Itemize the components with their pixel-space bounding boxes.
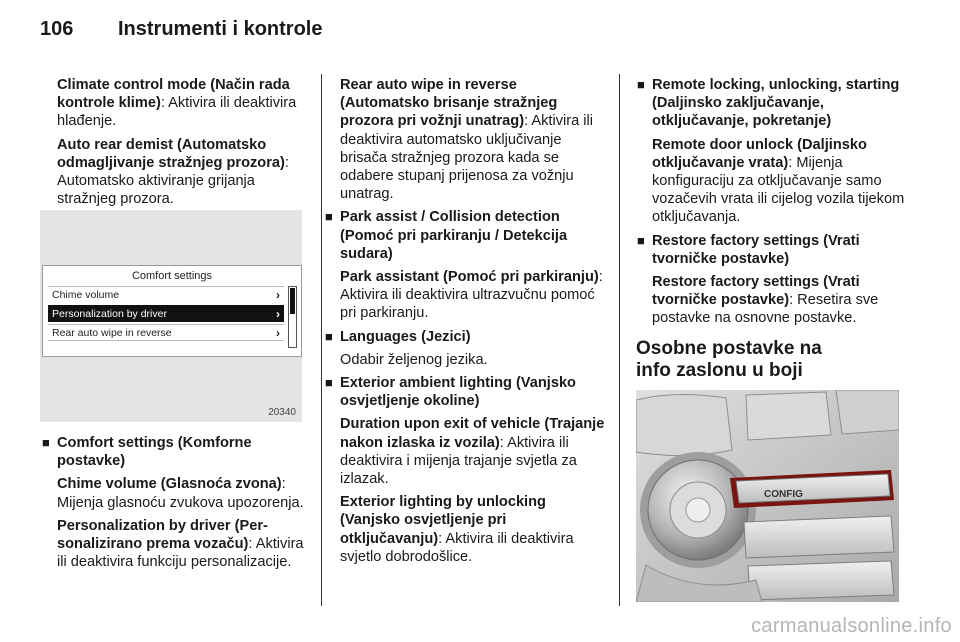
bullet-square-icon: ■ [325, 209, 333, 225]
bullet-languages [325, 328, 608, 346]
bullet-text: Restore factory settings (Vrati tvorničke postavke) [652, 232, 860, 267]
paragraph-exit-duration [340, 415, 608, 488]
bullet-park-assist [325, 208, 608, 263]
column-divider-1 [321, 74, 322, 606]
bullet-square-icon: ■ [637, 232, 645, 248]
column-1-lower [42, 434, 309, 576]
section-title [636, 338, 908, 382]
column-2 [325, 76, 608, 571]
bullet-remote-locking [637, 76, 908, 131]
paragraph-rear-demist [57, 136, 309, 209]
desc-personalization: : Aktivira ili deaktivira funkciju personalizacije. [57, 536, 304, 571]
bullet-comfort-settings [42, 434, 309, 470]
term-remote-unlock: Remote door unlock (Daljinsko otključavanje vrata) [652, 136, 867, 171]
section-title-line: info zaslonu u boji [636, 359, 803, 381]
desc-park-assistant: : Aktivira ili deaktivira ultrazvučnu pomoć pri parkiranju. [340, 269, 603, 322]
watermark: carmanualsonline.info [751, 615, 952, 637]
scrollbar-thumb [290, 288, 295, 314]
chevron-right-icon: › [276, 288, 280, 302]
paragraph-personalization [57, 517, 309, 572]
bullet-text: Exterior ambient lighting (Vanjsko osvjetljenje okoline) [340, 375, 576, 410]
chevron-right-icon: › [276, 307, 280, 321]
desc-rear-wipe: : Aktivira ili deaktivira automatsko uključivanje brisača stražnjeg prozora kada se odabere stupanj prijenosa za vožnju unatrag. [340, 113, 593, 203]
bullet-square-icon: ■ [325, 328, 333, 344]
paragraph-restore-factory [652, 273, 908, 328]
scrollbar [288, 286, 297, 348]
paragraph-rear-wipe [340, 76, 608, 203]
term-rear-wipe: Rear auto wipe in reverse (Automatsko brisanje stražnjeg prozora pri vožnji unatrag) [340, 77, 558, 130]
display-row-label: Chime volume [52, 289, 120, 301]
desc-chime-volume: : Mijenja glasnoću zvukova upozorenja. [57, 476, 304, 511]
paragraph-languages [340, 351, 608, 369]
term-chime-volume: Chime volume (Glasnoća zvona) [57, 476, 282, 493]
term-unlock-lighting: Exterior lighting by unlocking (Vanjsko osvjetljenje pri otključavanju) [340, 494, 546, 547]
bullet-text: Park assist / Collision detection (Pomoć pri parkiranju / Detekcija sudara) [340, 209, 568, 262]
desc-languages: Odabir željenog jezika. [340, 351, 488, 368]
config-button-label: CONFIG [764, 489, 803, 500]
paragraph-park-assistant [340, 268, 608, 323]
term-climate-control: Climate control mode (Način rada kontrole klime) [57, 77, 290, 112]
bullet-restore-factory [637, 232, 908, 268]
figure-number: 20340 [268, 407, 296, 418]
term-exit-duration: Duration upon exit of vehicle (Trajanje nakon izlaska iz vozila) [340, 416, 605, 451]
bullet-square-icon: ■ [637, 77, 645, 92]
display-row-label: Personalization by driver [52, 308, 167, 320]
paragraph-climate-control [57, 76, 309, 131]
term-personalization: Personalization by driver (Per-sonalizirano prema vozaču) [57, 517, 268, 553]
display-row-rear-wipe [48, 324, 284, 341]
page-number: 106 [40, 18, 74, 40]
term-restore-factory: Restore factory settings (Vrati tvorničke postavke) [652, 274, 860, 309]
paragraph-chime-volume [57, 475, 309, 511]
bullet-text: Remote locking, unlocking, starting (Daljinsko zaključavanje, otključavanje, pokretanje) [652, 77, 900, 130]
term-park-assistant: Park assistant (Pomoć pri parkiranju) [340, 269, 599, 286]
chevron-right-icon: › [276, 326, 280, 340]
display-row-personalization [48, 305, 284, 322]
display-row-label: Rear auto wipe in reverse [52, 327, 172, 339]
desc-remote-unlock: : Mijenja konfiguraciju za otključavanje samo vozačevih vrata ili cijelog vozila tijekom otključavanja. [652, 154, 905, 226]
page-title: Instrumenti i kontrole [118, 18, 323, 40]
display-row-chime-volume [48, 286, 284, 303]
page-header [40, 18, 322, 41]
config-button-photo [636, 390, 899, 602]
bullet-exterior-lighting [325, 374, 608, 410]
display-panel [42, 265, 302, 357]
bullet-text: Comfort settings (Komforne postavke) [57, 435, 252, 470]
paragraph-unlock-lighting [340, 493, 608, 566]
display-title: Comfort settings [131, 270, 213, 282]
term-rear-demist: Auto rear demist (Automatsko odmagljivanje stražnjeg prozora) [57, 136, 285, 171]
paragraph-remote-unlock [652, 136, 908, 227]
desc-rear-demist: : Automatsko aktiviranje grijanja stražnjeg prozora. [57, 154, 289, 208]
bullet-square-icon: ■ [325, 375, 333, 391]
bullet-text: Languages (Jezici) [340, 328, 471, 345]
bullet-square-icon: ■ [42, 435, 50, 450]
column-3 [636, 76, 908, 394]
column-1 [57, 76, 309, 213]
section-title-line: Osobne postavke na [636, 337, 822, 359]
desc-restore-factory: : Resetira sve postavke na osnovne postavke. [652, 292, 879, 327]
desc-climate-control: : Aktivira ili deaktivira hlađenje. [57, 95, 297, 130]
comfort-settings-figure [40, 210, 302, 422]
desc-exit-duration: : Aktivira ili deaktivira i mijenja trajanje svjetla za izlazak. [340, 434, 577, 488]
desc-unlock-lighting: : Aktivira ili deaktivira svjetlo dobrodošlice. [340, 530, 574, 565]
dashboard-illustration [636, 390, 899, 602]
column-divider-2 [619, 74, 620, 606]
